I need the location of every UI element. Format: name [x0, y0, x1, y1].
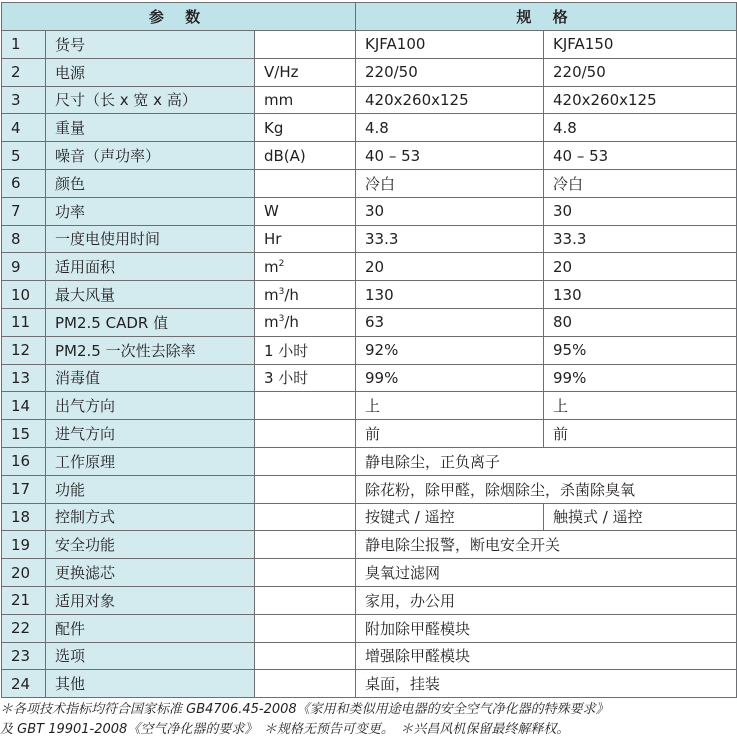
row-number: 4 [2, 114, 46, 142]
unit-cell [255, 447, 356, 475]
param-name: 出气方向 [46, 392, 255, 420]
unit-cell [255, 169, 356, 197]
unit-tail: /h [284, 313, 299, 332]
spec-value-kjfa100: 40 – 53 [356, 142, 544, 170]
spec-value-kjfa100: 99% [356, 364, 544, 392]
spec-value-kjfa150: 99% [544, 364, 737, 392]
spec-value-kjfa150: 冷白 [544, 169, 737, 197]
row-number: 1 [2, 31, 46, 59]
param-name: 其他 [46, 670, 255, 698]
unit-exponent: 3 [278, 314, 285, 325]
unit-text: 3 小时 [264, 369, 309, 388]
table-row [2, 225, 737, 253]
table-row [2, 31, 737, 59]
spec-value-both: 臭氧过滤网 [356, 559, 737, 587]
table-row [2, 281, 737, 309]
spec-value-kjfa150: 40 – 53 [544, 142, 737, 170]
spec-value-both: 静电除尘，正负离子 [356, 447, 737, 475]
param-name: PM2.5 CADR 值 [46, 308, 255, 336]
table-row [2, 670, 737, 698]
spec-value-kjfa150: 20 [544, 253, 737, 281]
unit-cell [255, 642, 356, 670]
unit-cell [255, 197, 356, 225]
spec-value-kjfa100: 按键式 / 遥控 [356, 503, 544, 531]
unit-text: W [264, 202, 279, 221]
table-row [2, 503, 737, 531]
spec-value-kjfa150: 4.8 [544, 114, 737, 142]
unit-text: mm [264, 90, 294, 109]
row-number: 6 [2, 169, 46, 197]
header-params: 参 数 [2, 3, 356, 31]
row-number: 5 [2, 142, 46, 170]
row-number: 21 [2, 586, 46, 614]
unit-text: V/Hz [264, 63, 299, 82]
spec-value-kjfa150: 95% [544, 336, 737, 364]
table-row [2, 420, 737, 448]
unit-text: m [264, 313, 279, 332]
table-row [2, 169, 737, 197]
unit-cell [255, 614, 356, 642]
spec-value-kjfa100: 63 [356, 308, 544, 336]
table-row [2, 197, 737, 225]
spec-value-kjfa100: 92% [356, 336, 544, 364]
unit-cell [255, 531, 356, 559]
param-name: 配件 [46, 614, 255, 642]
row-number: 9 [2, 253, 46, 281]
row-number: 20 [2, 559, 46, 587]
row-number: 2 [2, 58, 46, 86]
row-number: 8 [2, 225, 46, 253]
spec-value-kjfa150: 33.3 [544, 225, 737, 253]
table-row [2, 114, 737, 142]
param-name: 重量 [46, 114, 255, 142]
param-name: 适用面积 [46, 253, 255, 281]
unit-text: Hr [264, 229, 282, 248]
row-number: 23 [2, 642, 46, 670]
unit-cell [255, 308, 356, 336]
spec-value-both: 除花粉，除甲醛，除烟除尘，杀菌除臭氧 [356, 475, 737, 503]
row-number: 16 [2, 447, 46, 475]
param-name: 工作原理 [46, 447, 255, 475]
spec-value-kjfa150: 220/50 [544, 58, 737, 86]
spec-value-kjfa100: KJFA100 [356, 31, 544, 59]
row-number: 10 [2, 281, 46, 309]
row-number: 7 [2, 197, 46, 225]
footnote-line-1: ＊各项技术指标均符合国家标准 GB4706.45-2008《家用和类似用途电器的安全空气净化器的特殊要求》 [0, 702, 609, 717]
param-name: 更换滤芯 [46, 559, 255, 587]
param-name: 进气方向 [46, 420, 255, 448]
unit-cell [255, 475, 356, 503]
unit-text: m [264, 285, 279, 304]
table-row [2, 336, 737, 364]
spec-value-kjfa150: 触摸式 / 遥控 [544, 503, 737, 531]
spec-value-both: 附加除甲醛模块 [356, 614, 737, 642]
header-specs: 规 格 [356, 3, 737, 31]
param-name: PM2.5 一次性去除率 [46, 336, 255, 364]
param-name: 颜色 [46, 169, 255, 197]
table-row [2, 364, 737, 392]
unit-tail: /h [284, 285, 299, 304]
unit-cell [255, 559, 356, 587]
row-number: 13 [2, 364, 46, 392]
row-number: 17 [2, 475, 46, 503]
param-name: 功能 [46, 475, 255, 503]
unit-cell [255, 58, 356, 86]
unit-text: Kg [264, 118, 284, 137]
unit-cell [255, 86, 356, 114]
spec-value-both: 静电除尘报警，断电安全开关 [356, 531, 737, 559]
param-name: 消毒值 [46, 364, 255, 392]
table-row [2, 447, 737, 475]
spec-body [2, 31, 737, 698]
row-number: 18 [2, 503, 46, 531]
row-number: 19 [2, 531, 46, 559]
unit-cell [255, 670, 356, 698]
table-row [2, 308, 737, 336]
spec-value-kjfa150: 420x260x125 [544, 86, 737, 114]
spec-value-kjfa150: 80 [544, 308, 737, 336]
table-row [2, 86, 737, 114]
spec-value-kjfa100: 20 [356, 253, 544, 281]
footnote [0, 700, 737, 740]
spec-value-both: 增强除甲醛模块 [356, 642, 737, 670]
table-row [2, 142, 737, 170]
unit-cell [255, 503, 356, 531]
unit-text: m [264, 257, 279, 276]
spec-value-kjfa150: 130 [544, 281, 737, 309]
unit-cell [255, 336, 356, 364]
param-name: 适用对象 [46, 586, 255, 614]
row-number: 11 [2, 308, 46, 336]
row-number: 3 [2, 86, 46, 114]
spec-value-kjfa150: 30 [544, 197, 737, 225]
unit-exponent: 2 [278, 258, 285, 269]
unit-cell [255, 392, 356, 420]
table-row [2, 253, 737, 281]
unit-cell [255, 281, 356, 309]
table-row [2, 586, 737, 614]
row-number: 12 [2, 336, 46, 364]
spec-value-kjfa100: 前 [356, 420, 544, 448]
spec-value-both: 家用，办公用 [356, 586, 737, 614]
row-number: 14 [2, 392, 46, 420]
table-row [2, 475, 737, 503]
row-number: 15 [2, 420, 46, 448]
spec-value-kjfa100: 220/50 [356, 58, 544, 86]
unit-cell [255, 586, 356, 614]
spec-value-kjfa100: 33.3 [356, 225, 544, 253]
header-row [2, 3, 737, 31]
row-number: 22 [2, 614, 46, 642]
table-row [2, 559, 737, 587]
param-name: 最大风量 [46, 281, 255, 309]
spec-value-kjfa150: 前 [544, 420, 737, 448]
unit-cell [255, 225, 356, 253]
param-name: 安全功能 [46, 531, 255, 559]
table-row [2, 392, 737, 420]
spec-value-kjfa150: KJFA150 [544, 31, 737, 59]
param-name: 电源 [46, 58, 255, 86]
spec-value-kjfa100: 4.8 [356, 114, 544, 142]
spec-value-kjfa100: 30 [356, 197, 544, 225]
param-name: 一度电使用时间 [46, 225, 255, 253]
unit-cell [255, 31, 356, 59]
unit-cell [255, 253, 356, 281]
param-name: 控制方式 [46, 503, 255, 531]
table-row [2, 614, 737, 642]
unit-exponent: 3 [278, 286, 285, 297]
unit-text: dB(A) [264, 146, 306, 165]
footnote-line-2: 及 GBT 19901-2008《空气净化器的要求》 ＊规格无预告可变更。 ＊兴昌风机保留最终解释权。 [0, 722, 570, 737]
param-name: 噪音（声功率） [46, 142, 255, 170]
table-row [2, 58, 737, 86]
unit-cell [255, 420, 356, 448]
unit-cell [255, 364, 356, 392]
spec-value-kjfa100: 420x260x125 [356, 86, 544, 114]
unit-cell [255, 142, 356, 170]
row-number: 24 [2, 670, 46, 698]
spec-value-kjfa150: 上 [544, 392, 737, 420]
param-name: 货号 [46, 31, 255, 59]
spec-table [1, 2, 737, 698]
table-row [2, 531, 737, 559]
spec-value-kjfa100: 上 [356, 392, 544, 420]
unit-text: 1 小时 [264, 341, 309, 360]
param-name: 功率 [46, 197, 255, 225]
table-row [2, 642, 737, 670]
param-name: 选项 [46, 642, 255, 670]
spec-value-both: 桌面，挂装 [356, 670, 737, 698]
spec-value-kjfa100: 冷白 [356, 169, 544, 197]
param-name: 尺寸（长 x 宽 x 高） [46, 86, 255, 114]
unit-cell [255, 114, 356, 142]
spec-value-kjfa100: 130 [356, 281, 544, 309]
